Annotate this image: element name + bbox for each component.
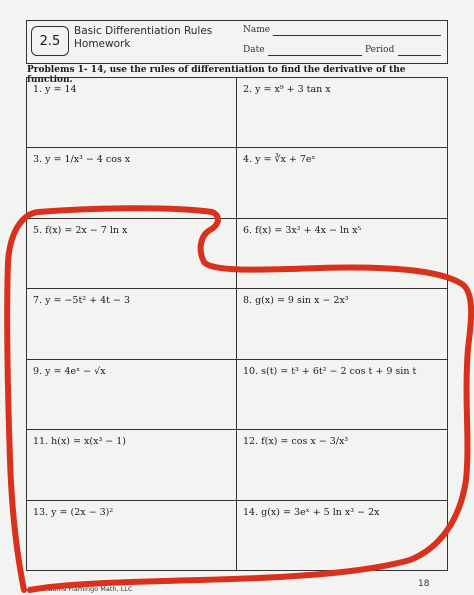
title-line-2: Homework: [74, 38, 131, 50]
title-line-1: Basic Differentiation Rules: [74, 25, 213, 37]
name-line: [273, 35, 441, 36]
date-label: Date: [243, 45, 265, 55]
problem-8: 8. g(x) = 9 sin x − 2x³: [237, 289, 447, 359]
problem-11: 11. h(x) = x(x³ − 1): [27, 430, 237, 500]
problem-5: 5. f(x) = 2x − 7 ln x: [27, 219, 237, 289]
problem-10: 10. s(t) = t³ + 6t² − 2 cos t + 9 sin t: [237, 360, 447, 430]
footer-credit: Jean Adams Flamingo Math, LLC: [28, 585, 133, 593]
problem-9: 9. y = 4eˣ − √x: [27, 360, 237, 430]
problem-14: 14. g(x) = 3eˣ + 5 ln x³ − 2x: [237, 501, 447, 571]
name-label: Name: [243, 25, 271, 35]
problem-4: 4. y = ∛x + 7eˣ: [237, 148, 447, 218]
date-line: [268, 55, 362, 56]
worksheet-header: [26, 20, 448, 64]
period-label: Period: [365, 45, 395, 55]
instructions: Problems 1- 14, use the rules of differentiation to find the derivative of the function.: [27, 65, 406, 85]
page-number: 18: [418, 579, 430, 589]
problem-1: 1. y = 14: [27, 78, 237, 148]
problem-2: 2. y = x⁹ + 3 tan x: [237, 78, 447, 148]
section-badge: 2.5: [31, 26, 69, 56]
worksheet-title: [74, 25, 212, 51]
period-line: [398, 55, 441, 56]
problem-6: 6. f(x) = 3x² + 4x − ln x⁵: [237, 219, 447, 289]
problem-grid: [26, 77, 448, 571]
problem-3: 3. y = 1/x³ − 4 cos x: [27, 148, 237, 218]
problem-12: 12. f(x) = cos x − 3/x³: [237, 430, 447, 500]
problem-7: 7. y = −5t² + 4t − 3: [27, 289, 237, 359]
problem-13: 13. y = (2x − 3)²: [27, 501, 237, 571]
